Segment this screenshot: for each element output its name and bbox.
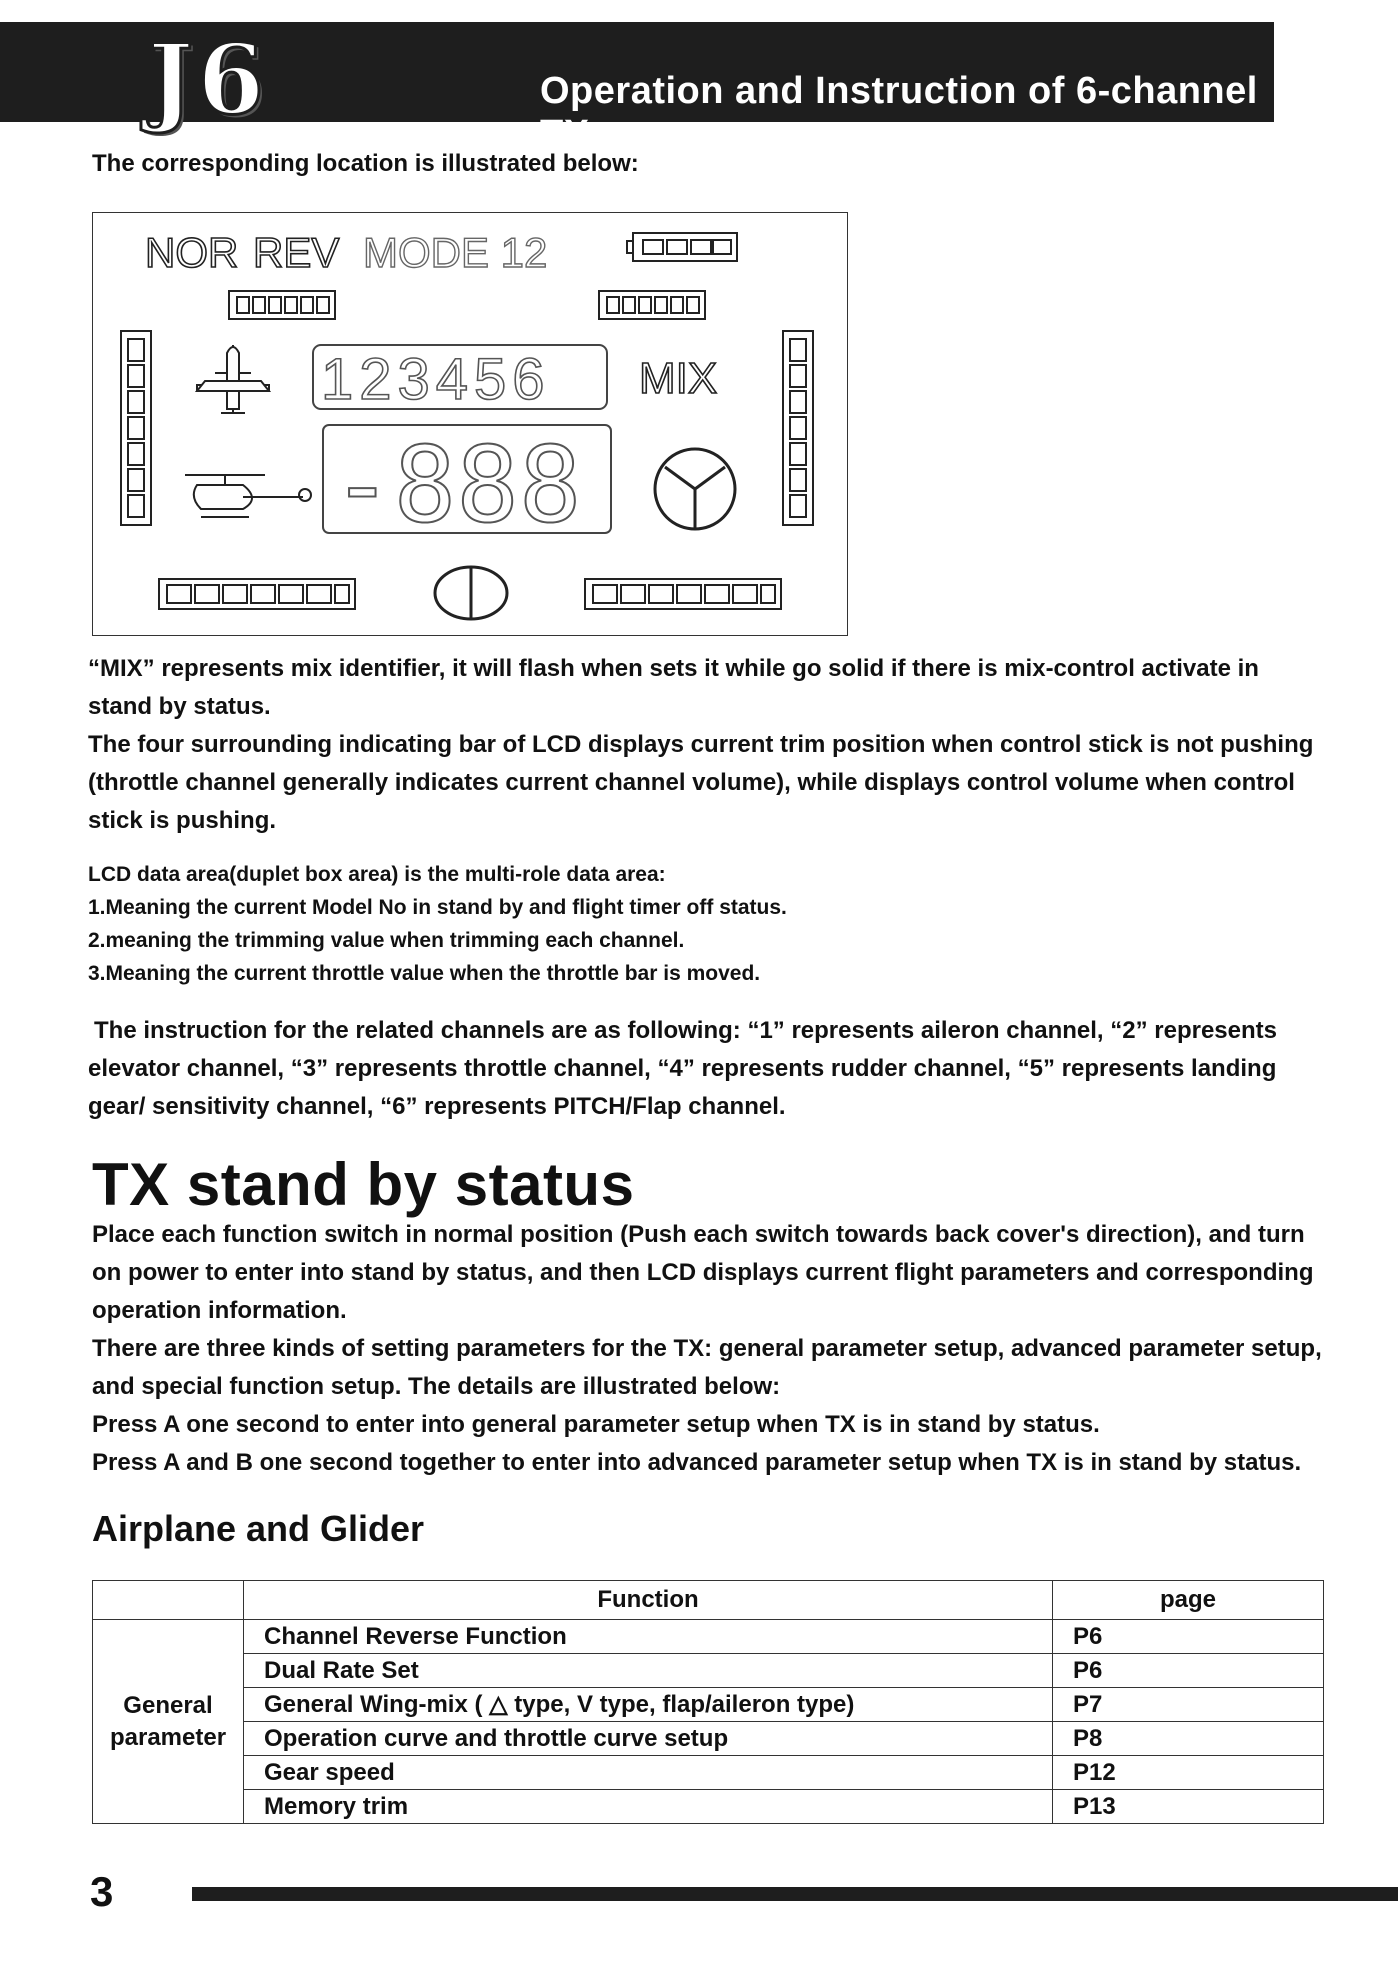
lcd-segment-readout: -888: [331, 424, 582, 546]
brand-logo: J6: [148, 23, 269, 136]
table-cell-function: General Wing-mix ( △ type, V type, flap/aileron type): [244, 1688, 1053, 1722]
table-header-function: Function: [244, 1581, 1053, 1620]
helicopter-icon: [185, 475, 311, 517]
lower-left-trim-bar: [159, 579, 355, 609]
lcd-mode-label: MODE 12: [363, 229, 548, 276]
table-row: [93, 1688, 1324, 1722]
data-area-item-2: 2.meaning the trimming value when trimming each channel.: [88, 929, 685, 952]
table-cell-function: Memory trim: [244, 1790, 1053, 1824]
lower-right-trim-bar: [585, 579, 781, 609]
dial-icon: [655, 449, 735, 529]
data-area-item-3: 3.Meaning the current throttle value when the throttle bar is moved.: [88, 962, 761, 985]
table-row: [93, 1620, 1324, 1654]
function-table: [92, 1580, 1324, 1824]
table-row: [93, 1790, 1324, 1824]
standby-paragraph-2: There are three kinds of setting parameters for the TX: general parameter setup, advanced parameter setup, and special function setup. The details are illustrated below:: [92, 1335, 1322, 1400]
indicator-bar-description: The four surrounding indicating bar of LCD displays current trim position when control stick is not pushing (throttle channel generally indicates current channel volume), while displays control volume when control stick is pushing.: [88, 731, 1314, 834]
mix-description: “MIX” represents mix identifier, it will flash when sets it while go solid if there is mix-control activate in stand by status.: [88, 655, 1259, 720]
table-cell-page: P8: [1053, 1722, 1324, 1756]
header-title: Operation and Instruction of 6-channel TX: [540, 70, 1258, 155]
airplane-glider-subtitle: Airplane and Glider: [92, 1508, 425, 1549]
table-header-row: [93, 1581, 1324, 1620]
page-number: 3: [90, 1868, 114, 1915]
table-cell-page: P13: [1053, 1790, 1324, 1824]
table-cell-function: Dual Rate Set: [244, 1654, 1053, 1688]
upper-left-trim-bar: [229, 291, 335, 319]
table-cell-page: P6: [1053, 1620, 1324, 1654]
airplane-icon: [197, 345, 269, 413]
table-cell-function: Gear speed: [244, 1756, 1053, 1790]
lcd-illustration: [93, 213, 849, 637]
table-row: [93, 1722, 1324, 1756]
table-group-label: General parameter: [93, 1620, 244, 1824]
table-cell-function: Operation curve and throttle curve setup: [244, 1722, 1053, 1756]
lcd-diagram: [92, 212, 848, 636]
standby-paragraph-4: Press A and B one second together to enter into advanced parameter setup when TX is in stand by status.: [92, 1449, 1302, 1476]
table-row: [93, 1756, 1324, 1790]
table-cell-function: Channel Reverse Function: [244, 1620, 1053, 1654]
standby-title: TX stand by status: [92, 1151, 635, 1218]
standby-paragraph-1: Place each function switch in normal position (Push each switch towards back cover's direction), and turn on power to enter into stand by status, and then LCD displays current flight parameters and corresponding operation information.: [92, 1221, 1314, 1324]
table-row: [93, 1654, 1324, 1688]
right-vertical-trim-bar: [783, 331, 813, 525]
data-area-item-1: 1.Meaning the current Model No in stand by and flight timer off status.: [88, 896, 787, 919]
header-bar: [0, 22, 1274, 155]
table-cell-page: P6: [1053, 1654, 1324, 1688]
battery-icon: [627, 233, 737, 261]
intro-text: The corresponding location is illustrated below:: [92, 150, 639, 177]
table-cell-page: P12: [1053, 1756, 1324, 1790]
data-area-heading: LCD data area(duplet box area) is the multi-role data area:: [88, 863, 666, 886]
lcd-channel-digits: 123456: [321, 347, 551, 412]
lcd-rev-label: REV: [253, 229, 340, 276]
table-header-page: page: [1053, 1581, 1324, 1620]
upper-right-trim-bar: [599, 291, 705, 319]
center-indicator-icon: [435, 567, 507, 619]
lcd-nor-label: NOR: [145, 229, 239, 276]
footer-bar: [192, 1887, 1398, 1901]
left-vertical-trim-bar: [121, 331, 151, 525]
table-cell-page: P7: [1053, 1688, 1324, 1722]
standby-paragraph-3: Press A one second to enter into general parameter setup when TX is in stand by status.: [92, 1411, 1100, 1438]
channel-instruction: The instruction for the related channels are as following: “1” represents aileron channel, “2” represents elevator channel, “3” represents throttle channel, “4” represents rudder channel, “5” represents landing gear/ sensitivity channel, “6” represents PITCH/Flap channel.: [88, 1017, 1277, 1120]
table-header-blank: [93, 1581, 244, 1620]
lcd-mix-label: MIX: [639, 354, 718, 403]
